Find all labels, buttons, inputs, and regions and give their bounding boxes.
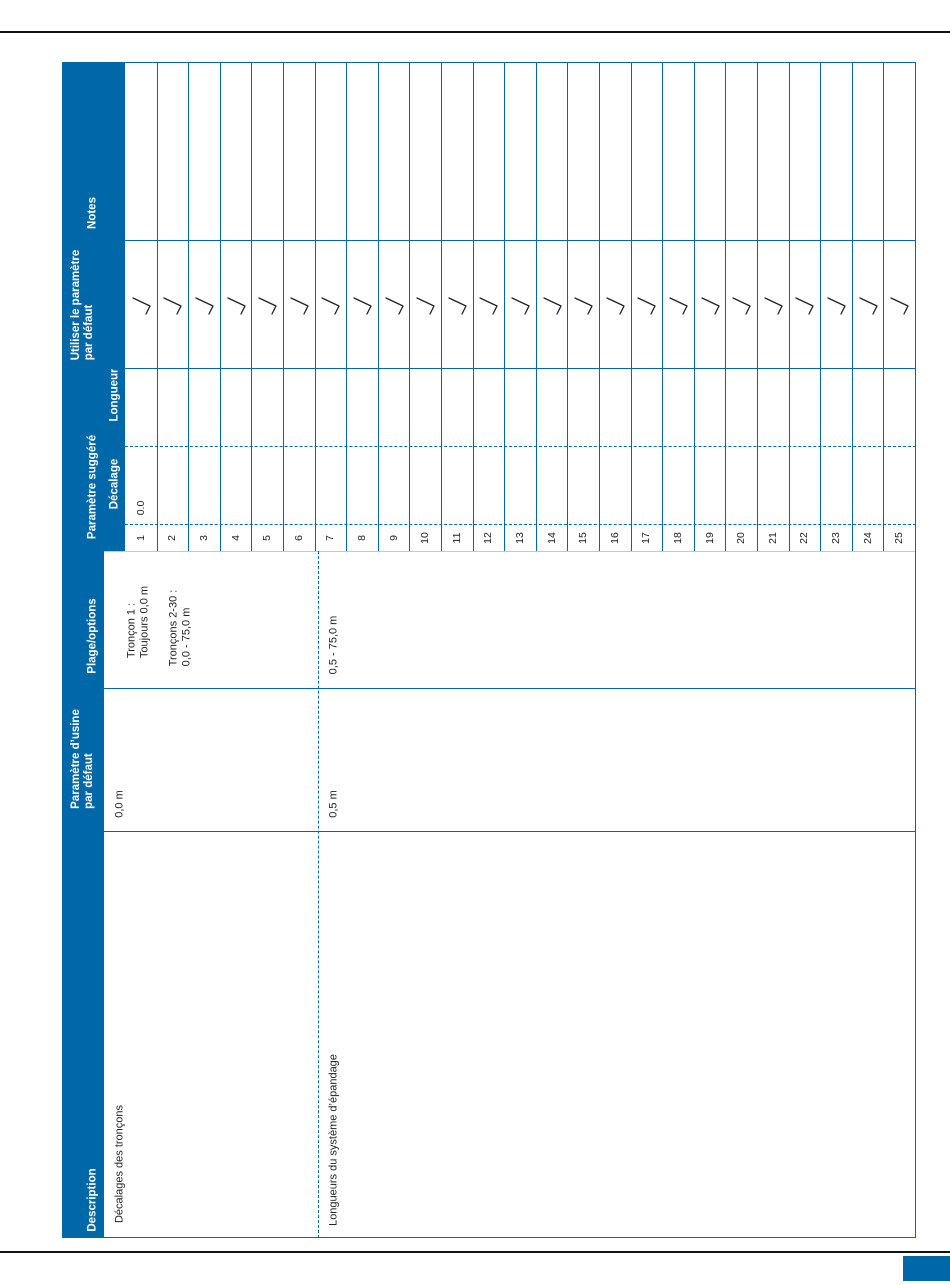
bottom-rule bbox=[0, 1251, 950, 1253]
col-sep-2 bbox=[62, 688, 916, 689]
section-separator bbox=[473, 62, 474, 551]
check-mark-icon[interactable] bbox=[570, 293, 596, 319]
section-separator bbox=[346, 62, 347, 551]
table-bottom-border bbox=[104, 1237, 916, 1238]
header-suggested-setting: Paramètre suggéré bbox=[86, 434, 99, 540]
section-separator bbox=[599, 62, 600, 551]
header-use-default-line2: par défaut bbox=[83, 304, 95, 361]
check-mark-icon[interactable] bbox=[254, 293, 280, 319]
number-offset-sep bbox=[125, 524, 916, 525]
section-number: 18 bbox=[671, 532, 684, 544]
section-number: 22 bbox=[798, 532, 811, 544]
section-separator bbox=[820, 62, 821, 551]
section-number: 4 bbox=[229, 535, 242, 541]
offset-length-sep bbox=[125, 446, 916, 447]
section-number: 12 bbox=[482, 532, 495, 544]
row1-factory-default: 0,0 m bbox=[113, 790, 126, 818]
check-mark-icon[interactable] bbox=[223, 293, 249, 319]
check-mark-icon[interactable] bbox=[381, 293, 407, 319]
section-number: 15 bbox=[577, 532, 590, 544]
header-description: Description bbox=[86, 1168, 99, 1232]
check-mark-icon[interactable] bbox=[823, 293, 849, 319]
header-factory-default-line2: par défaut bbox=[83, 753, 95, 809]
section-separator bbox=[378, 62, 379, 551]
section-number: 24 bbox=[861, 532, 874, 544]
row1-description: Décalages des tronçons bbox=[113, 1104, 126, 1224]
check-mark-icon[interactable] bbox=[191, 293, 217, 319]
row1-range bbox=[125, 586, 150, 658]
section-separator bbox=[441, 62, 442, 551]
row1-range-2 bbox=[167, 590, 192, 667]
section-separator bbox=[315, 62, 316, 551]
section-number: 17 bbox=[640, 532, 653, 544]
section-separator bbox=[852, 62, 853, 551]
check-mark-icon[interactable] bbox=[128, 293, 154, 319]
section-number: 10 bbox=[419, 532, 432, 544]
header-range-options: Plage/options bbox=[86, 598, 99, 674]
header-offset: Décalage bbox=[108, 458, 121, 510]
check-mark-icon[interactable] bbox=[507, 293, 533, 319]
section-separator bbox=[662, 62, 663, 551]
check-mark-icon[interactable] bbox=[475, 293, 501, 319]
section-separator bbox=[694, 62, 695, 551]
check-mark-icon[interactable] bbox=[539, 293, 565, 319]
section-number: 20 bbox=[735, 532, 748, 544]
section-offset-value: 0.0 bbox=[134, 500, 147, 516]
check-mark-icon[interactable] bbox=[855, 293, 881, 319]
settings-table bbox=[62, 62, 916, 1238]
row1-range-line3: Tronçons 2-30 : bbox=[167, 589, 180, 667]
page-number-badge bbox=[903, 1256, 950, 1281]
header-use-default bbox=[70, 250, 96, 361]
check-mark-icon[interactable] bbox=[665, 293, 691, 319]
section-number: 19 bbox=[703, 532, 716, 544]
check-mark-icon[interactable] bbox=[159, 293, 185, 319]
col-sep-3 bbox=[104, 551, 916, 552]
header-factory-default-line1: Paramètre d’usine bbox=[69, 709, 82, 809]
section-separator bbox=[883, 62, 884, 551]
table-right-border bbox=[915, 62, 916, 1238]
section-number: 16 bbox=[608, 532, 621, 544]
row-separator bbox=[318, 551, 319, 1238]
section-separator bbox=[789, 62, 790, 551]
section-separator bbox=[504, 62, 505, 551]
section-number: 5 bbox=[261, 535, 274, 541]
section-number: 9 bbox=[387, 535, 400, 541]
check-mark-icon[interactable] bbox=[760, 293, 786, 319]
check-mark-icon[interactable] bbox=[349, 293, 375, 319]
table-top-border bbox=[104, 62, 916, 63]
section-separator bbox=[631, 62, 632, 551]
section-number: 11 bbox=[450, 532, 463, 544]
section-number: 25 bbox=[893, 532, 906, 544]
row2-factory-default: 0,5 m bbox=[327, 790, 340, 818]
header-length: Longueur bbox=[108, 368, 121, 422]
header-factory-default bbox=[70, 709, 96, 809]
section-number: 14 bbox=[545, 532, 558, 544]
check-mark-icon[interactable] bbox=[886, 293, 912, 319]
check-mark-icon[interactable] bbox=[602, 293, 628, 319]
check-mark-icon[interactable] bbox=[791, 293, 817, 319]
row2-description: Longueurs du système d’épandage bbox=[327, 1054, 340, 1226]
row1-range-line4: 0,0 - 75,0 m bbox=[180, 607, 192, 667]
header-notes: Notes bbox=[86, 197, 99, 229]
section-separator bbox=[283, 62, 284, 551]
check-mark-icon[interactable] bbox=[697, 293, 723, 319]
section-number: 7 bbox=[324, 535, 337, 541]
section-separator bbox=[157, 62, 158, 551]
header-use-default-line1: Utiliser le paramètre bbox=[69, 249, 82, 361]
section-number: 3 bbox=[197, 535, 210, 541]
check-mark-icon[interactable] bbox=[317, 293, 343, 319]
section-separator bbox=[757, 62, 758, 551]
col-sep-1 bbox=[62, 831, 916, 832]
section-separator bbox=[188, 62, 189, 551]
check-mark-icon[interactable] bbox=[444, 293, 470, 319]
section-separator bbox=[220, 62, 221, 551]
section-separator bbox=[725, 62, 726, 551]
section-separator bbox=[567, 62, 568, 551]
section-number: 23 bbox=[829, 532, 842, 544]
section-number: 1 bbox=[134, 535, 147, 541]
section-separator bbox=[409, 62, 410, 551]
section-separator bbox=[536, 62, 537, 551]
check-mark-icon[interactable] bbox=[728, 293, 754, 319]
row1-range-line2: Toujours 0,0 m bbox=[138, 585, 150, 659]
section-number: 21 bbox=[766, 532, 779, 544]
section-number: 8 bbox=[355, 535, 368, 541]
section-number: 13 bbox=[513, 532, 526, 544]
row2-range: 0,5 - 75,0 m bbox=[327, 615, 340, 675]
section-number: 6 bbox=[292, 535, 305, 541]
section-number: 2 bbox=[166, 535, 179, 541]
check-mark-icon[interactable] bbox=[633, 293, 659, 319]
row1-range-line1: Tronçon 1 : bbox=[125, 602, 138, 659]
check-mark-icon[interactable] bbox=[286, 293, 312, 319]
top-rule bbox=[0, 31, 950, 33]
section-separator bbox=[251, 62, 252, 551]
check-mark-icon[interactable] bbox=[412, 293, 438, 319]
